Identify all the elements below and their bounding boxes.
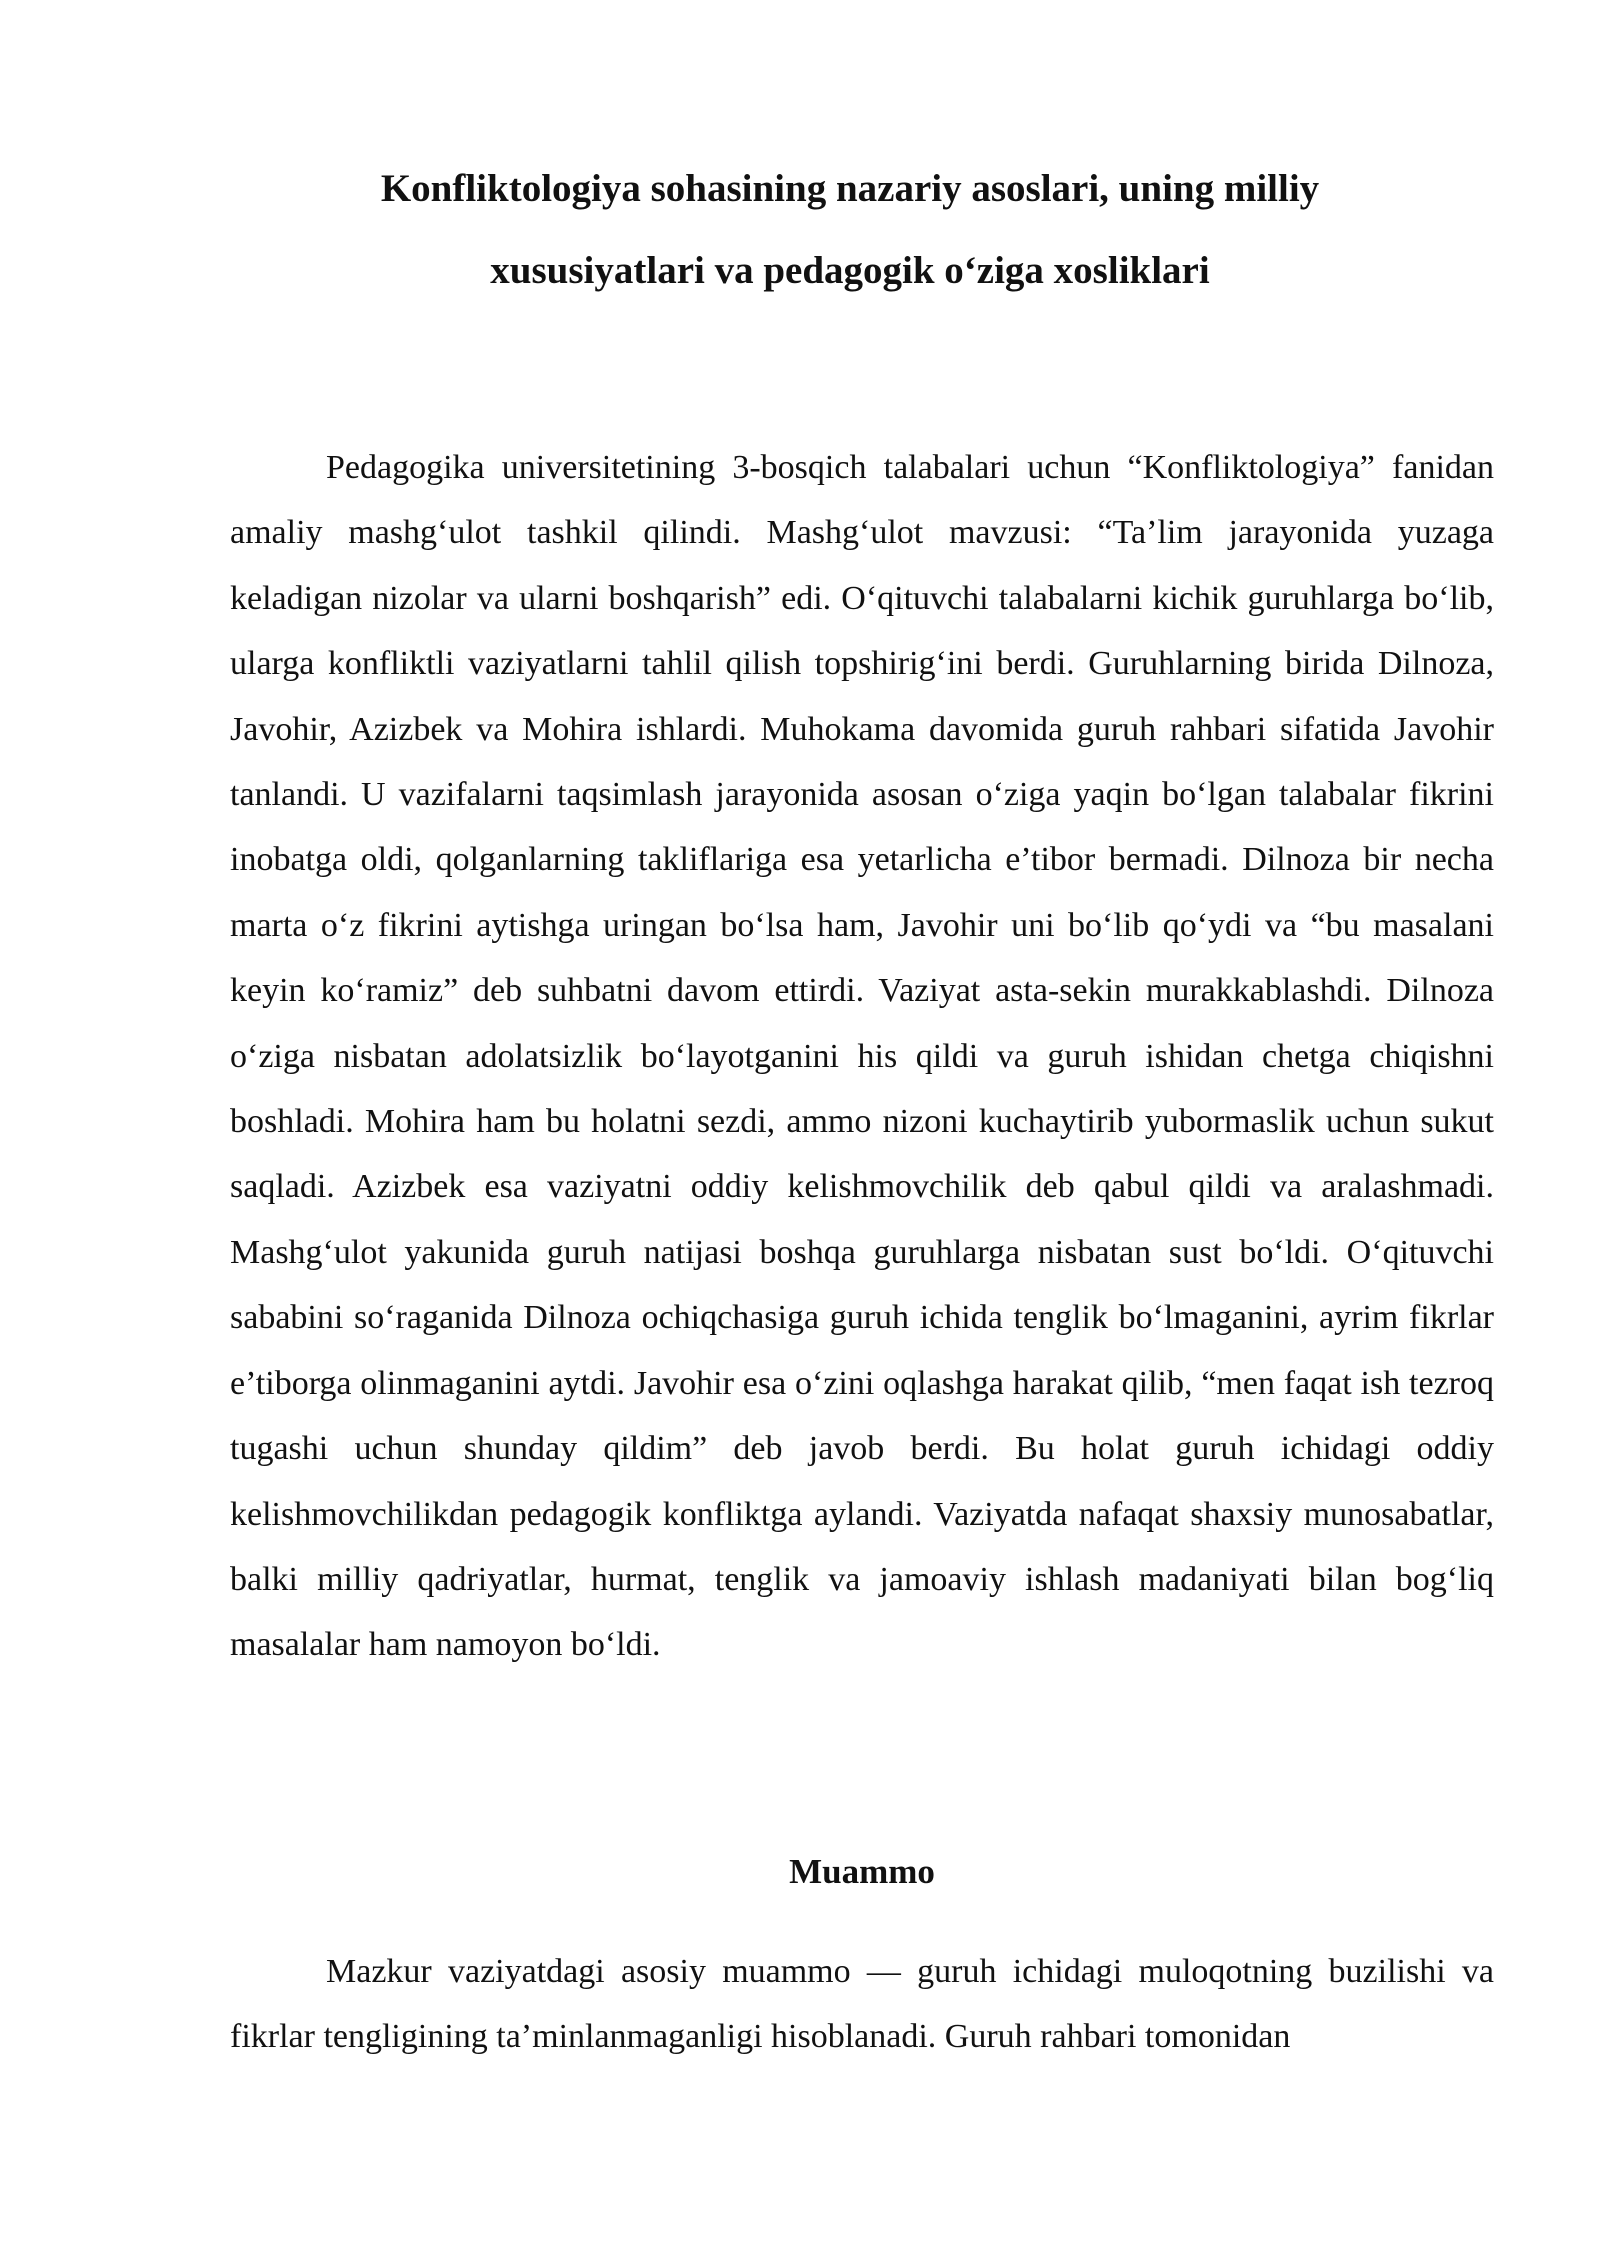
title-line-2: xususiyatlari va pedagogik o‘ziga xosliklari (490, 249, 1210, 292)
section-heading-muammo: Muammo (789, 1852, 935, 1891)
problem-paragraph: Mazkur vaziyatdagi asosiy muammo — guruh ichidagi muloqotning buzilishi va fikrlar tengligining ta’minlanmaganligi hisoblanadi. Guruh rahbari tomonidan (230, 1953, 1494, 2056)
intro-paragraph: Pedagogika universitetining 3-bosqich talabalari uchun “Konfliktologiya” fanidan amaliy mashg‘ulot tashkil qilindi. Mashg‘ulot mavzusi: “Ta’lim jarayonida yuzaga keladigan nizolar va ularni boshqarish” edi. O‘qituvchi talabalarni kichik guruhlarga bo‘lib, ularga konfliktli vaziyatlarni tahlil qilish topshirig‘ini berdi. Guruhlarning birida Dilnoza, Javohir, Azizbek va Mohira ishlardi. Muhokama davomida guruh rahbari sifatida Javohir tanlandi. U vazifalarni taqsimlash jarayonida asosan o‘ziga yaqin bo‘lgan talabalar fikrini inobatga oldi, qolganlarning takliflariga esa yetarlicha e’tibor bermadi. Dilnoza bir necha marta o‘z fikrini aytishga uringan bo‘lsa ham, Javohir uni bo‘lib qo‘ydi va “bu masalani keyin ko‘ramiz” deb suhbatni davom ettirdi. Vaziyat asta-sekin murakkablashdi. Dilnoza o‘ziga nisbatan adolatsizlik bo‘layotganini his qildi va guruh ishidan chetga chiqishni boshladi. Mohira ham bu holatni sezdi, ammo nizoni kuchaytirib yubormaslik uchun sukut saqladi. Azizbek esa vaziyatni oddiy kelishmovchilik deb qabul qildi va aralashmadi. Mashg‘ulot yakunida guruh natijasi boshqa guruhlarga nisbatan sust bo‘ldi. O‘qituvchi sababini so‘raganida Dilnoza ochiqchasiga guruh ichida tenglik bo‘lmaganini, ayrim fikrlar e’tiborga olinmaganini aytdi. Javohir esa o‘zini oqlashga harakat qilib, “men faqat ish tezroq tugashi uchun shunday qildim” deb javob berdi. Bu holat guruh ichidagi oddiy kelishmovchilikdan pedagogik konfliktga aylandi. Vaziyatda nafaqat shaxsiy munosabatlar, balki milliy qadriyatlar, hurmat, tenglik va jamoaviy ishlash madaniyati bilan bog‘liq masalalar ham namoyon bo‘ldi. (230, 449, 1494, 1664)
document-title (230, 148, 1470, 312)
title-line-1: Konfliktologiya sohasining nazariy asoslari, uning milliy (380, 167, 1320, 210)
